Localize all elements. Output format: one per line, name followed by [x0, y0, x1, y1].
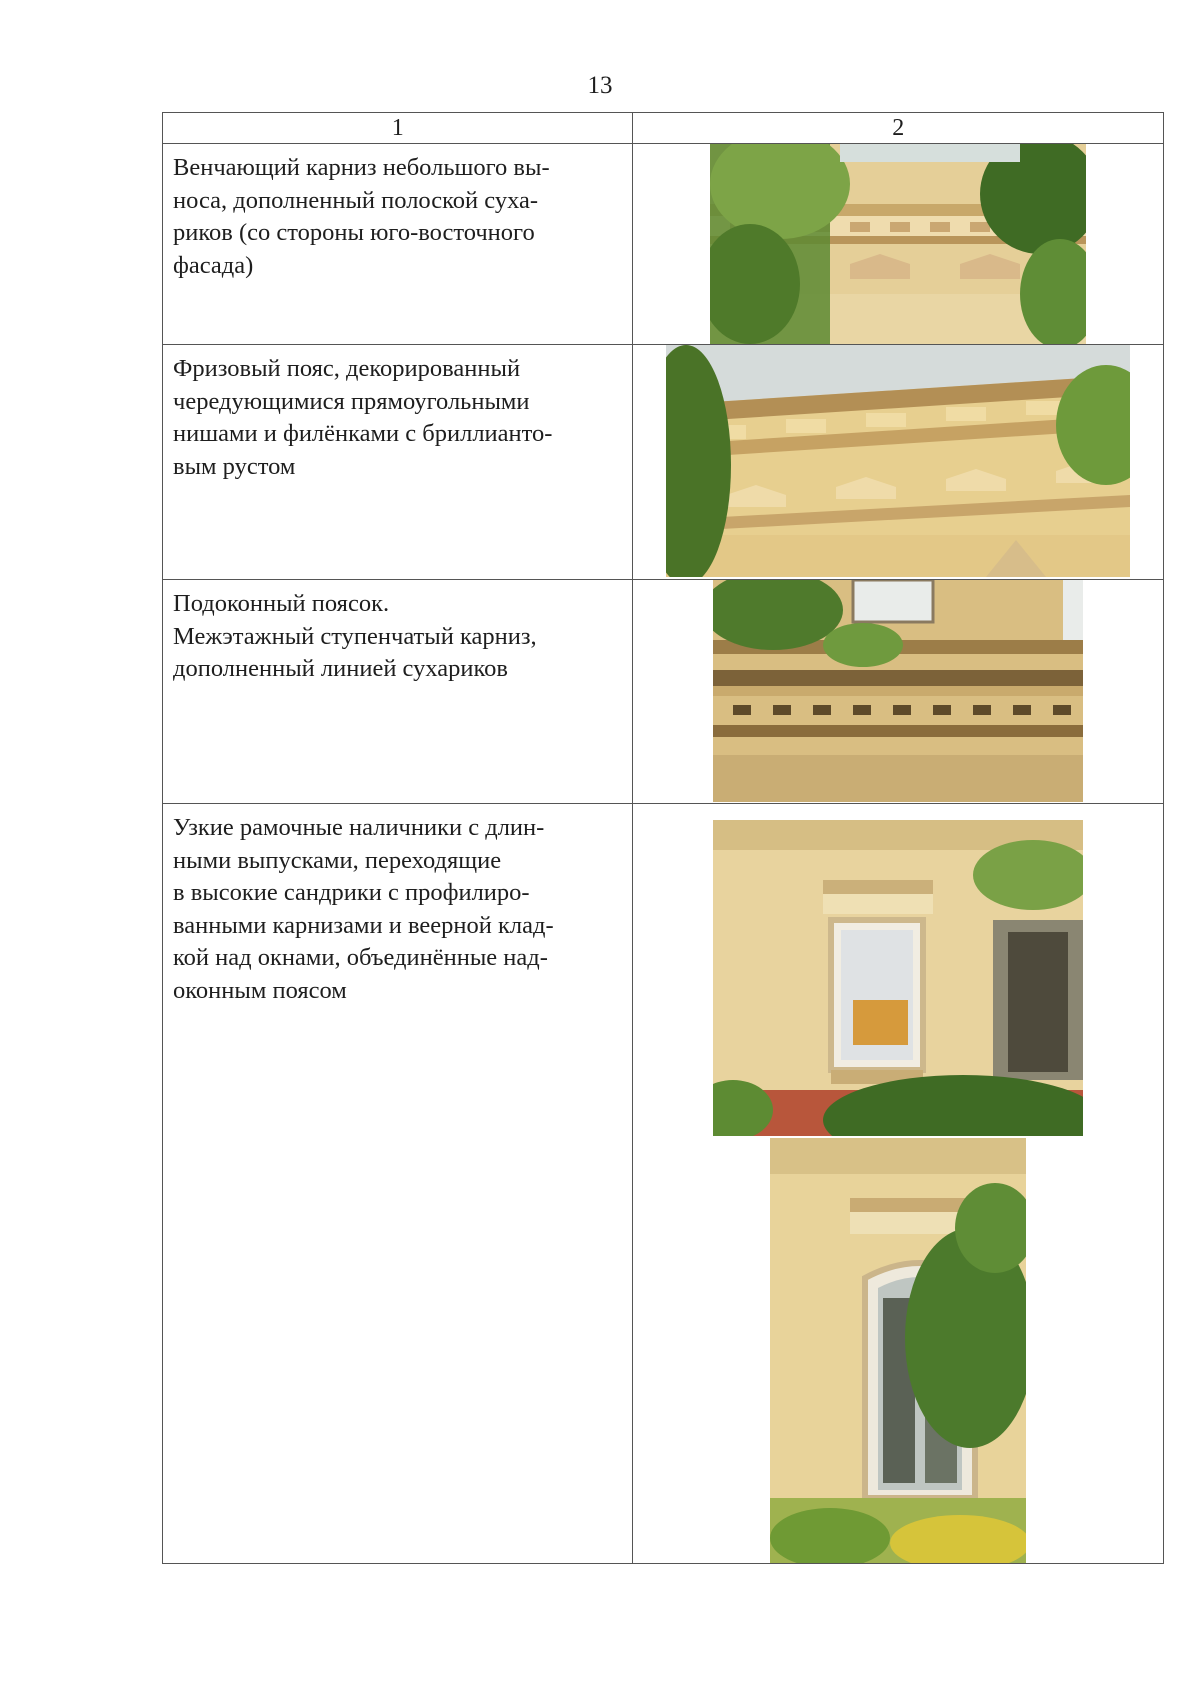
description-table [162, 112, 1164, 1564]
window-surround-photo [713, 820, 1083, 1136]
description-line: ванными карнизами и веерной клад- [173, 911, 554, 939]
description-cell [163, 804, 633, 1564]
description-line: фасада) [173, 251, 254, 279]
cornice-photo [710, 144, 1086, 344]
column-header: 1 [163, 113, 633, 144]
window-surround-photo [770, 1138, 1026, 1563]
table-row [163, 144, 1164, 345]
description-cell [163, 345, 633, 580]
photo-cell [633, 804, 1164, 1564]
page-number: 13 [587, 72, 613, 99]
description-line: риков (со стороны юго-восточного [173, 219, 535, 246]
description-cell [163, 580, 633, 804]
table-header-row [163, 113, 1164, 144]
description-line: Венчающий карниз небольшого вы- [173, 154, 550, 181]
description-line: нишами и филёнками с бриллианто- [173, 420, 553, 447]
description-line: Узкие рамочные наличники с длин- [173, 814, 545, 841]
photo-cell [633, 580, 1164, 804]
description-line: Фризовый пояс, декорированный [173, 355, 521, 382]
table-row [163, 580, 1164, 804]
description-line: вым рустом [173, 452, 296, 480]
photo-cell [633, 144, 1164, 345]
description-line: чередующимися прямоугольными [173, 387, 530, 415]
table-row [163, 804, 1164, 1564]
description-cell [163, 144, 633, 345]
description-line: ными выпусками, переходящие [173, 846, 502, 874]
description-line: дополненный линией сухариков [173, 655, 508, 682]
description-line: носа, дополненный полоской суха- [173, 186, 539, 214]
column-header: 2 [633, 113, 1164, 144]
description-line: Подоконный поясок. [173, 590, 390, 617]
sill-band-photo [713, 580, 1083, 802]
description-line: Межэтажный ступенчатый карниз, [173, 622, 537, 650]
description-line: в высокие сандрики с профилиро- [173, 879, 530, 906]
photo-cell [633, 345, 1164, 580]
table-row [163, 345, 1164, 580]
description-line: оконным поясом [173, 976, 347, 1004]
frieze-photo [666, 345, 1130, 577]
description-line: кой над окнами, объединённые над- [173, 944, 548, 971]
